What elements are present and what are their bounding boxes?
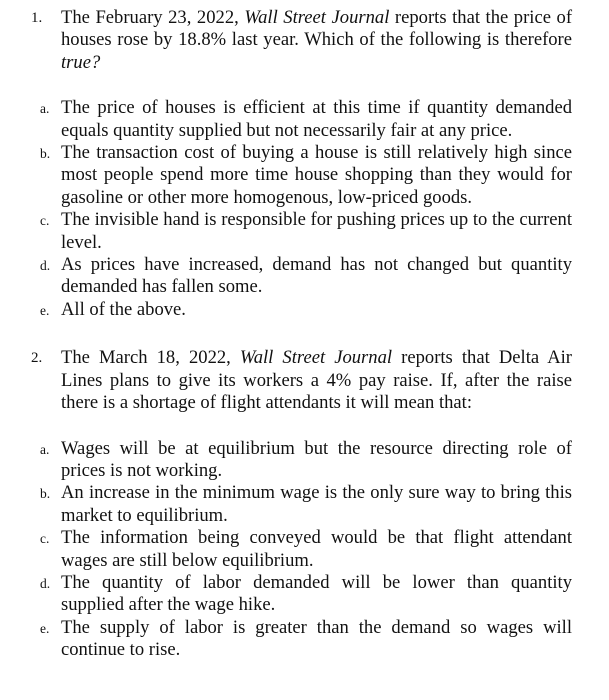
option-text: As prices have increased, demand has not changed but quantity demanded has fallen some. xyxy=(61,254,572,298)
option-text: An increase in the minimum wage is the only sure way to bring this market to equilibrium. xyxy=(61,482,572,526)
question-text xyxy=(61,347,572,413)
option-text: The quantity of labor demanded will be lower than quantity supplied after the wage hike. xyxy=(61,571,572,616)
emphasis-word: true? xyxy=(61,51,101,73)
option-e[interactable] xyxy=(0,299,572,321)
option-label: b. xyxy=(40,486,51,502)
option-c[interactable] xyxy=(0,209,572,254)
publication-name: Wall Street Journal xyxy=(239,347,393,369)
option-d[interactable] xyxy=(0,254,572,299)
question-text xyxy=(61,7,572,73)
question-2-options xyxy=(0,438,572,662)
option-text: The price of houses is efficient at this time if quantity demanded equals quantity supplied but not necessarily fair at any price. xyxy=(61,97,572,141)
question-text-part: reports that the price of houses rose by 18.8% last year. Which of the following is therefore xyxy=(61,7,573,51)
option-label: e. xyxy=(40,620,50,636)
question-1-options xyxy=(0,97,572,321)
question-text-part: reports that Delta Air Lines plans to give its workers a 4% pay raise. If, after the raise there is a shortage of flight attendants it will mean that: xyxy=(61,347,573,414)
option-label: b. xyxy=(40,146,51,162)
option-text: All of the above. xyxy=(61,298,186,320)
question-text-part: The March 18, 2022, xyxy=(61,347,240,369)
option-a[interactable] xyxy=(0,97,572,142)
question-1 xyxy=(0,7,572,74)
option-label: e. xyxy=(40,302,50,318)
option-label: a. xyxy=(40,441,50,457)
question-number: 1. xyxy=(31,10,43,26)
option-label: d. xyxy=(40,575,51,591)
option-a[interactable] xyxy=(0,438,572,483)
option-c[interactable] xyxy=(0,527,572,572)
option-label: c. xyxy=(40,531,50,547)
option-label: c. xyxy=(40,213,50,229)
option-text: Wages will be at equilibrium but the resource directing role of prices is not working. xyxy=(61,437,572,481)
option-text: The invisible hand is responsible for pushing prices up to the current level. xyxy=(61,209,572,253)
option-e[interactable] xyxy=(0,617,572,662)
question-2 xyxy=(0,347,572,414)
option-b[interactable] xyxy=(0,482,572,527)
option-text: The information being conveyed would be that flight attendant wages are still below equilibrium. xyxy=(61,527,572,571)
option-text: The supply of labor is greater than the demand so wages will continue to rise. xyxy=(61,616,572,661)
option-label: a. xyxy=(40,101,50,117)
option-label: d. xyxy=(40,258,51,274)
option-b[interactable] xyxy=(0,142,572,209)
question-text-part: The February 23, 2022, xyxy=(61,7,245,28)
option-text: The transaction cost of buying a house is still relatively high since most people spend more time house shopping than they would for gasoline or other more homogenous, low-priced goods. xyxy=(61,142,572,208)
question-number: 2. xyxy=(31,350,43,367)
publication-name: Wall Street Journal xyxy=(244,7,390,28)
option-d[interactable] xyxy=(0,572,572,617)
